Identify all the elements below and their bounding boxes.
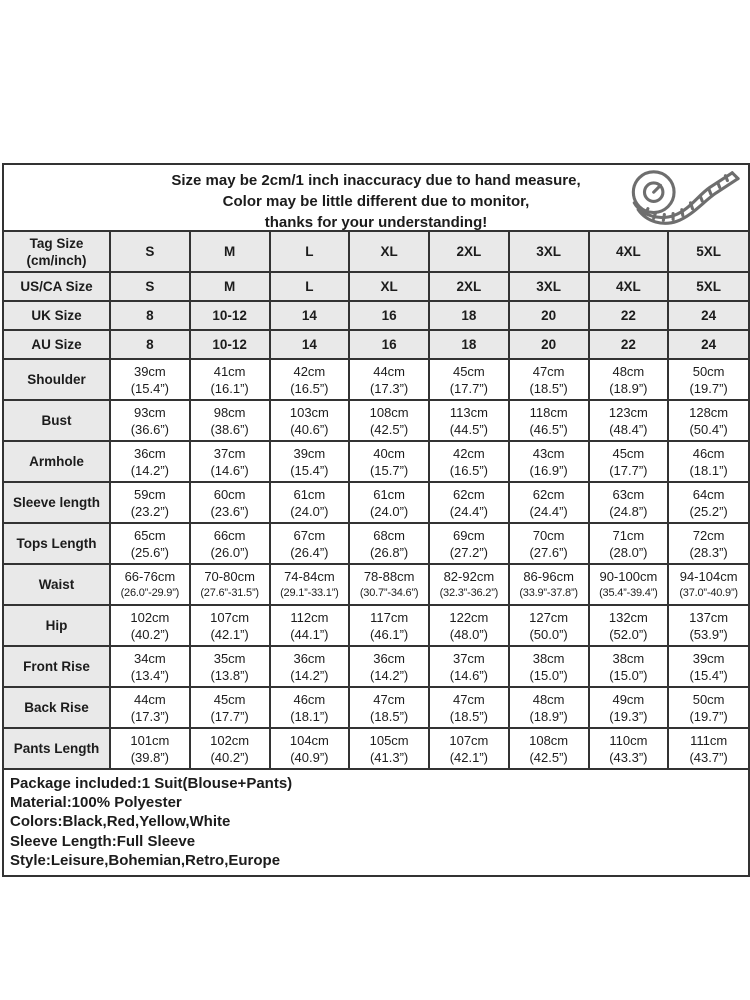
detail-line-colors: Colors:Black,Red,Yellow,White [10,813,231,831]
cell-bust-4xl: 123cm (48.4”) [589,400,669,441]
cell-uk-size-2xl: 18 [429,301,509,330]
cell-waist-s: 66-76cm (26.0”-29.9”) [110,564,190,605]
cell-tag-size-xl: XL [349,232,429,272]
row-label-tops-length: Tops Length [4,523,110,564]
cell-au-size-xl: 16 [349,330,429,359]
cell-armhole-4xl: 45cm (17.7”) [589,441,669,482]
cell-tag-size-m: M [190,232,270,272]
row-label-front-rise: Front Rise [4,646,110,687]
disclaimer-line-2: Color may be little different due to monitor, [222,193,530,210]
cell-waist-2xl: 82-92cm (32.3”-36.2”) [429,564,509,605]
cell-armhole-3xl: 43cm (16.9”) [509,441,589,482]
cell-tops-length-5xl: 72cm (28.3”) [668,523,748,564]
size-chart-sheet [2,163,750,877]
cell-sleeve-length-4xl: 63cm (24.8”) [589,482,669,523]
cell-front-rise-s: 34cm (13.4”) [110,646,190,687]
cell-tops-length-3xl: 70cm (27.6”) [509,523,589,564]
row-label-us-ca-size: US/CA Size [4,272,110,301]
cell-hip-xl: 117cm (46.1”) [349,605,429,646]
cell-pants-length-xl: 105cm (41.3”) [349,728,429,768]
cell-us-ca-size-2xl: 2XL [429,272,509,301]
cell-front-rise-3xl: 38cm (15.0”) [509,646,589,687]
cell-tag-size-5xl: 5XL [668,232,748,272]
cell-tag-size-3xl: 3XL [509,232,589,272]
row-label-back-rise: Back Rise [4,687,110,728]
cell-hip-3xl: 127cm (50.0”) [509,605,589,646]
cell-back-rise-s: 44cm (17.3”) [110,687,190,728]
cell-au-size-4xl: 22 [589,330,669,359]
cell-shoulder-2xl: 45cm (17.7”) [429,359,509,400]
cell-uk-size-s: 8 [110,301,190,330]
cell-tag-size-4xl: 4XL [589,232,669,272]
cell-back-rise-4xl: 49cm (19.3”) [589,687,669,728]
cell-tops-length-2xl: 69cm (27.2”) [429,523,509,564]
row-bust [4,400,748,441]
cell-uk-size-5xl: 24 [668,301,748,330]
cell-tops-length-l: 67cm (26.4”) [270,523,350,564]
cell-uk-size-4xl: 22 [589,301,669,330]
row-pants-length [4,728,748,768]
cell-shoulder-5xl: 50cm (19.7”) [668,359,748,400]
row-label-uk-size: UK Size [4,301,110,330]
product-details [4,768,748,875]
cell-au-size-2xl: 18 [429,330,509,359]
cell-uk-size-xl: 16 [349,301,429,330]
cell-shoulder-4xl: 48cm (18.9”) [589,359,669,400]
cell-sleeve-length-s: 59cm (23.2”) [110,482,190,523]
row-front-rise [4,646,748,687]
cell-front-rise-l: 36cm (14.2”) [270,646,350,687]
cell-tops-length-4xl: 71cm (28.0”) [589,523,669,564]
cell-sleeve-length-m: 60cm (23.6”) [190,482,270,523]
detail-line-package: Package included:1 Suit(Blouse+Pants) [10,775,293,792]
cell-au-size-5xl: 24 [668,330,748,359]
cell-back-rise-xl: 47cm (18.5”) [349,687,429,728]
cell-sleeve-length-l: 61cm (24.0”) [270,482,350,523]
cell-sleeve-length-3xl: 62cm (24.4”) [509,482,589,523]
cell-hip-m: 107cm (42.1”) [190,605,270,646]
cell-back-rise-3xl: 48cm (18.9”) [509,687,589,728]
size-chart-table [4,232,748,768]
row-label-armhole: Armhole [4,441,110,482]
row-label-shoulder: Shoulder [4,359,110,400]
row-label-tag-size: Tag Size (cm/inch) [4,232,110,272]
row-au-size [4,330,748,359]
cell-armhole-2xl: 42cm (16.5”) [429,441,509,482]
cell-back-rise-m: 45cm (17.7”) [190,687,270,728]
cell-pants-length-l: 104cm (40.9”) [270,728,350,768]
cell-hip-l: 112cm (44.1”) [270,605,350,646]
cell-tag-size-2xl: 2XL [429,232,509,272]
cell-bust-2xl: 113cm (44.5”) [429,400,509,441]
row-label-sleeve-length: Sleeve length [4,482,110,523]
cell-us-ca-size-l: L [270,272,350,301]
cell-sleeve-length-5xl: 64cm (25.2”) [668,482,748,523]
row-tag-size [4,232,748,272]
row-waist [4,564,748,605]
cell-tops-length-s: 65cm (25.6”) [110,523,190,564]
cell-armhole-xl: 40cm (15.7”) [349,441,429,482]
cell-back-rise-2xl: 47cm (18.5”) [429,687,509,728]
cell-back-rise-l: 46cm (18.1”) [270,687,350,728]
row-label-waist: Waist [4,564,110,605]
cell-us-ca-size-3xl: 3XL [509,272,589,301]
cell-waist-3xl: 86-96cm (33.9”-37.8”) [509,564,589,605]
cell-tops-length-xl: 68cm (26.8”) [349,523,429,564]
cell-shoulder-3xl: 47cm (18.5”) [509,359,589,400]
cell-shoulder-l: 42cm (16.5”) [270,359,350,400]
disclaimer-line-3: thanks for your understanding! [264,214,488,231]
row-uk-size [4,301,748,330]
cell-shoulder-s: 39cm (15.4”) [110,359,190,400]
cell-au-size-l: 14 [270,330,350,359]
cell-pants-length-4xl: 110cm (43.3”) [589,728,669,768]
cell-waist-m: 70-80cm (27.6”-31.5”) [190,564,270,605]
cell-armhole-m: 37cm (14.6”) [190,441,270,482]
cell-bust-xl: 108cm (42.5”) [349,400,429,441]
cell-us-ca-size-4xl: 4XL [589,272,669,301]
disclaimer-note [4,165,748,232]
row-shoulder [4,359,748,400]
row-label-hip: Hip [4,605,110,646]
row-tops-length [4,523,748,564]
cell-uk-size-l: 14 [270,301,350,330]
cell-uk-size-3xl: 20 [509,301,589,330]
detail-line-sleeve: Sleeve Length:Full Sleeve [10,832,196,850]
cell-waist-l: 74-84cm (29.1”-33.1”) [270,564,350,605]
cell-front-rise-5xl: 39cm (15.4”) [668,646,748,687]
cell-tag-size-s: S [110,232,190,272]
row-label-bust: Bust [4,400,110,441]
cell-tag-size-l: L [270,232,350,272]
cell-front-rise-xl: 36cm (14.2”) [349,646,429,687]
cell-armhole-s: 36cm (14.2”) [110,441,190,482]
row-sleeve-length [4,482,748,523]
tape-measure-icon [609,166,743,230]
cell-au-size-m: 10-12 [190,330,270,359]
cell-front-rise-2xl: 37cm (14.6”) [429,646,509,687]
row-label-au-size: AU Size [4,330,110,359]
cell-front-rise-m: 35cm (13.8”) [190,646,270,687]
cell-waist-4xl: 90-100cm (35.4”-39.4”) [589,564,669,605]
cell-waist-xl: 78-88cm (30.7”-34.6”) [349,564,429,605]
row-back-rise [4,687,748,728]
cell-shoulder-m: 41cm (16.1”) [190,359,270,400]
cell-bust-m: 98cm (38.6”) [190,400,270,441]
cell-us-ca-size-xl: XL [349,272,429,301]
cell-us-ca-size-5xl: 5XL [668,272,748,301]
cell-pants-length-5xl: 111cm (43.7”) [668,728,748,768]
row-armhole [4,441,748,482]
cell-bust-3xl: 118cm (46.5”) [509,400,589,441]
row-hip [4,605,748,646]
cell-bust-s: 93cm (36.6”) [110,400,190,441]
detail-line-material: Material:100% Polyester [10,794,182,812]
cell-bust-5xl: 128cm (50.4”) [668,400,748,441]
cell-sleeve-length-2xl: 62cm (24.4”) [429,482,509,523]
cell-sleeve-length-xl: 61cm (24.0”) [349,482,429,523]
cell-hip-4xl: 132cm (52.0”) [589,605,669,646]
cell-hip-2xl: 122cm (48.0”) [429,605,509,646]
cell-armhole-l: 39cm (15.4”) [270,441,350,482]
row-label-pants-length: Pants Length [4,728,110,768]
cell-uk-size-m: 10-12 [190,301,270,330]
cell-back-rise-5xl: 50cm (19.7”) [668,687,748,728]
row-us-ca-size [4,272,748,301]
cell-pants-length-3xl: 108cm (42.5”) [509,728,589,768]
cell-pants-length-m: 102cm (40.2”) [190,728,270,768]
cell-us-ca-size-s: S [110,272,190,301]
cell-au-size-s: 8 [110,330,190,359]
cell-au-size-3xl: 20 [509,330,589,359]
cell-hip-5xl: 137cm (53.9”) [668,605,748,646]
detail-line-style: Style:Leisure,Bohemian,Retro,Europe [10,851,281,869]
cell-shoulder-xl: 44cm (17.3”) [349,359,429,400]
cell-waist-5xl: 94-104cm (37.0”-40.9”) [668,564,748,605]
cell-us-ca-size-m: M [190,272,270,301]
cell-front-rise-4xl: 38cm (15.0”) [589,646,669,687]
cell-bust-l: 103cm (40.6”) [270,400,350,441]
cell-pants-length-2xl: 107cm (42.1”) [429,728,509,768]
cell-tops-length-m: 66cm (26.0”) [190,523,270,564]
cell-hip-s: 102cm (40.2”) [110,605,190,646]
cell-armhole-5xl: 46cm (18.1”) [668,441,748,482]
cell-pants-length-s: 101cm (39.8”) [110,728,190,768]
disclaimer-line-1: Size may be 2cm/1 inch inaccuracy due to hand measure, [171,172,581,189]
